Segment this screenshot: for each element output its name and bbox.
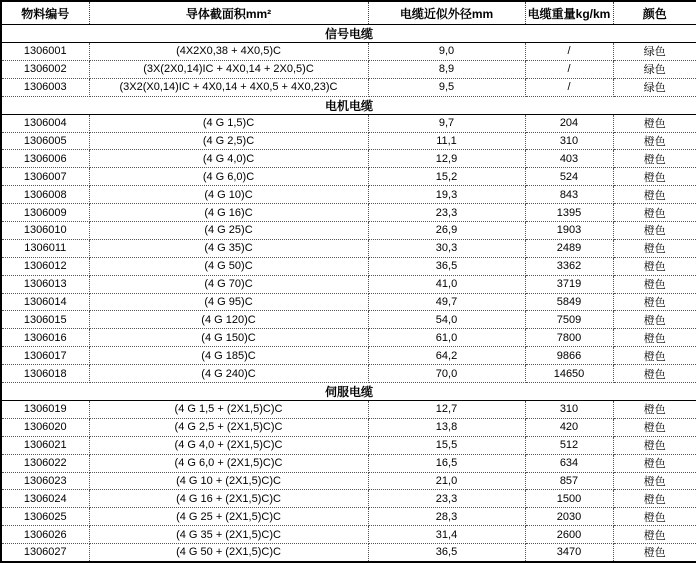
weight-cell: 204	[525, 114, 613, 132]
cross-section-cell: (4 G 240)C	[89, 365, 368, 383]
table-row	[1, 401, 696, 419]
header-row	[1, 1, 696, 25]
cross-section-cell: (4 G 120)C	[89, 311, 368, 329]
weight-cell: 843	[525, 186, 613, 204]
weight-cell: 7509	[525, 311, 613, 329]
table-row	[1, 60, 696, 78]
column-header-cross-section: 导体截面积mm²	[89, 1, 368, 25]
material-id-cell: 1306001	[1, 43, 89, 61]
diameter-cell: 30,3	[368, 239, 525, 257]
diameter-cell: 9,5	[368, 78, 525, 96]
material-id-cell: 1306002	[1, 60, 89, 78]
material-id-cell: 1306017	[1, 347, 89, 365]
table-row	[1, 239, 696, 257]
weight-cell: /	[525, 60, 613, 78]
color-cell: 橙色	[613, 544, 696, 562]
color-cell: 橙色	[613, 222, 696, 240]
cross-section-cell: (4 G 35 + (2X1,5)C)C	[89, 526, 368, 544]
table-row	[1, 186, 696, 204]
diameter-cell: 28,3	[368, 508, 525, 526]
material-id-cell: 1306004	[1, 114, 89, 132]
table-row	[1, 472, 696, 490]
cross-section-cell: (4 G 25 + (2X1,5)C)C	[89, 508, 368, 526]
cross-section-cell: (4 G 1,5 + (2X1,5)C)C	[89, 401, 368, 419]
weight-cell: 2030	[525, 508, 613, 526]
material-id-cell: 1306012	[1, 257, 89, 275]
cross-section-cell: (4 G 4,0)C	[89, 150, 368, 168]
section-title: 伺服电缆	[1, 383, 696, 401]
color-cell: 橙色	[613, 150, 696, 168]
weight-cell: 5849	[525, 293, 613, 311]
weight-cell: 1903	[525, 222, 613, 240]
cross-section-cell: (4 G 4,0 + (2X1,5)C)C	[89, 436, 368, 454]
cross-section-cell: (4 G 95)C	[89, 293, 368, 311]
weight-cell: 2489	[525, 239, 613, 257]
table-row	[1, 436, 696, 454]
diameter-cell: 36,5	[368, 544, 525, 562]
diameter-cell: 9,0	[368, 43, 525, 61]
table-row	[1, 293, 696, 311]
diameter-cell: 26,9	[368, 222, 525, 240]
weight-cell: 403	[525, 150, 613, 168]
table-row	[1, 150, 696, 168]
table-row	[1, 329, 696, 347]
material-id-cell: 1306013	[1, 275, 89, 293]
weight-cell: 3719	[525, 275, 613, 293]
column-header-material-id: 物料编号	[1, 1, 89, 25]
weight-cell: 310	[525, 401, 613, 419]
weight-cell: 2600	[525, 526, 613, 544]
weight-cell: 310	[525, 132, 613, 150]
diameter-cell: 11,1	[368, 132, 525, 150]
weight-cell: 634	[525, 454, 613, 472]
diameter-cell: 41,0	[368, 275, 525, 293]
weight-cell: 3362	[525, 257, 613, 275]
table-row	[1, 275, 696, 293]
table-body	[1, 25, 696, 562]
table-row	[1, 257, 696, 275]
weight-cell: /	[525, 78, 613, 96]
color-cell: 绿色	[613, 60, 696, 78]
material-id-cell: 1306011	[1, 239, 89, 257]
material-id-cell: 1306010	[1, 222, 89, 240]
color-cell: 橙色	[613, 114, 696, 132]
color-cell: 橙色	[613, 293, 696, 311]
diameter-cell: 15,2	[368, 168, 525, 186]
color-cell: 橙色	[613, 257, 696, 275]
cross-section-cell: (4 G 185)C	[89, 347, 368, 365]
material-id-cell: 1306014	[1, 293, 89, 311]
material-id-cell: 1306006	[1, 150, 89, 168]
table-row	[1, 418, 696, 436]
table-row	[1, 78, 696, 96]
color-cell: 橙色	[613, 490, 696, 508]
cross-section-cell: (4 G 6,0)C	[89, 168, 368, 186]
cross-section-cell: (4 G 2,5 + (2X1,5)C)C	[89, 418, 368, 436]
cross-section-cell: (4 G 150)C	[89, 329, 368, 347]
weight-cell: 1395	[525, 204, 613, 222]
column-header-color: 颜色	[613, 1, 696, 25]
weight-cell: 420	[525, 418, 613, 436]
diameter-cell: 16,5	[368, 454, 525, 472]
material-id-cell: 1306023	[1, 472, 89, 490]
cross-section-cell: (4 G 6,0 + (2X1,5)C)C	[89, 454, 368, 472]
cross-section-cell: (4 G 10 + (2X1,5)C)C	[89, 472, 368, 490]
table-row	[1, 454, 696, 472]
color-cell: 橙色	[613, 311, 696, 329]
color-cell: 橙色	[613, 186, 696, 204]
color-cell: 橙色	[613, 454, 696, 472]
diameter-cell: 23,3	[368, 204, 525, 222]
weight-cell: 512	[525, 436, 613, 454]
cross-section-cell: (3X(2X0,14)IC + 4X0,14 + 2X0,5)C	[89, 60, 368, 78]
diameter-cell: 31,4	[368, 526, 525, 544]
diameter-cell: 64,2	[368, 347, 525, 365]
table-row	[1, 204, 696, 222]
diameter-cell: 23,3	[368, 490, 525, 508]
cross-section-cell: (4 G 70)C	[89, 275, 368, 293]
column-header-weight: 电缆重量kg/km	[525, 1, 613, 25]
material-id-cell: 1306007	[1, 168, 89, 186]
material-id-cell: 1306022	[1, 454, 89, 472]
color-cell: 橙色	[613, 204, 696, 222]
color-cell: 绿色	[613, 78, 696, 96]
table-row	[1, 114, 696, 132]
material-id-cell: 1306026	[1, 526, 89, 544]
cross-section-cell: (4 G 50)C	[89, 257, 368, 275]
color-cell: 橙色	[613, 329, 696, 347]
cross-section-cell: (4 G 16)C	[89, 204, 368, 222]
cross-section-cell: (4 G 35)C	[89, 239, 368, 257]
material-id-cell: 1306027	[1, 544, 89, 562]
column-header-diameter: 电缆近似外径mm	[368, 1, 525, 25]
diameter-cell: 12,7	[368, 401, 525, 419]
material-id-cell: 1306005	[1, 132, 89, 150]
cross-section-cell: (4X2X0,38 + 4X0,5)C	[89, 43, 368, 61]
weight-cell: 1500	[525, 490, 613, 508]
diameter-cell: 54,0	[368, 311, 525, 329]
color-cell: 橙色	[613, 365, 696, 383]
material-id-cell: 1306009	[1, 204, 89, 222]
table-row	[1, 508, 696, 526]
material-id-cell: 1306024	[1, 490, 89, 508]
table-row	[1, 132, 696, 150]
table-header	[1, 1, 696, 25]
cross-section-cell: (4 G 25)C	[89, 222, 368, 240]
material-id-cell: 1306018	[1, 365, 89, 383]
color-cell: 橙色	[613, 401, 696, 419]
weight-cell: 14650	[525, 365, 613, 383]
table-row	[1, 311, 696, 329]
weight-cell: 9866	[525, 347, 613, 365]
color-cell: 橙色	[613, 472, 696, 490]
section-row	[1, 25, 696, 43]
cross-section-cell: (4 G 2,5)C	[89, 132, 368, 150]
diameter-cell: 36,5	[368, 257, 525, 275]
color-cell: 橙色	[613, 526, 696, 544]
diameter-cell: 61,0	[368, 329, 525, 347]
material-id-cell: 1306003	[1, 78, 89, 96]
diameter-cell: 12,9	[368, 150, 525, 168]
color-cell: 橙色	[613, 418, 696, 436]
diameter-cell: 49,7	[368, 293, 525, 311]
table-row	[1, 526, 696, 544]
diameter-cell: 19,3	[368, 186, 525, 204]
color-cell: 橙色	[613, 168, 696, 186]
material-id-cell: 1306008	[1, 186, 89, 204]
table-row	[1, 43, 696, 61]
weight-cell: /	[525, 43, 613, 61]
color-cell: 橙色	[613, 132, 696, 150]
color-cell: 橙色	[613, 436, 696, 454]
color-cell: 橙色	[613, 239, 696, 257]
weight-cell: 7800	[525, 329, 613, 347]
section-row	[1, 383, 696, 401]
cross-section-cell: (3X2(X0,14)IC + 4X0,14 + 4X0,5 + 4X0,23)C	[89, 78, 368, 96]
diameter-cell: 21,0	[368, 472, 525, 490]
weight-cell: 857	[525, 472, 613, 490]
material-id-cell: 1306015	[1, 311, 89, 329]
cross-section-cell: (4 G 1,5)C	[89, 114, 368, 132]
table-row	[1, 222, 696, 240]
diameter-cell: 70,0	[368, 365, 525, 383]
cross-section-cell: (4 G 10)C	[89, 186, 368, 204]
material-id-cell: 1306025	[1, 508, 89, 526]
cross-section-cell: (4 G 16 + (2X1,5)C)C	[89, 490, 368, 508]
color-cell: 绿色	[613, 43, 696, 61]
table-row	[1, 365, 696, 383]
weight-cell: 524	[525, 168, 613, 186]
diameter-cell: 13,8	[368, 418, 525, 436]
table-row	[1, 490, 696, 508]
color-cell: 橙色	[613, 347, 696, 365]
color-cell: 橙色	[613, 508, 696, 526]
material-id-cell: 1306019	[1, 401, 89, 419]
material-id-cell: 1306021	[1, 436, 89, 454]
section-title: 电机电缆	[1, 96, 696, 114]
diameter-cell: 9,7	[368, 114, 525, 132]
section-row	[1, 96, 696, 114]
table-row	[1, 168, 696, 186]
color-cell: 橙色	[613, 275, 696, 293]
diameter-cell: 8,9	[368, 60, 525, 78]
weight-cell: 3470	[525, 544, 613, 562]
material-id-cell: 1306020	[1, 418, 89, 436]
cross-section-cell: (4 G 50 + (2X1,5)C)C	[89, 544, 368, 562]
material-id-cell: 1306016	[1, 329, 89, 347]
table-row	[1, 347, 696, 365]
diameter-cell: 15,5	[368, 436, 525, 454]
section-title: 信号电缆	[1, 25, 696, 43]
